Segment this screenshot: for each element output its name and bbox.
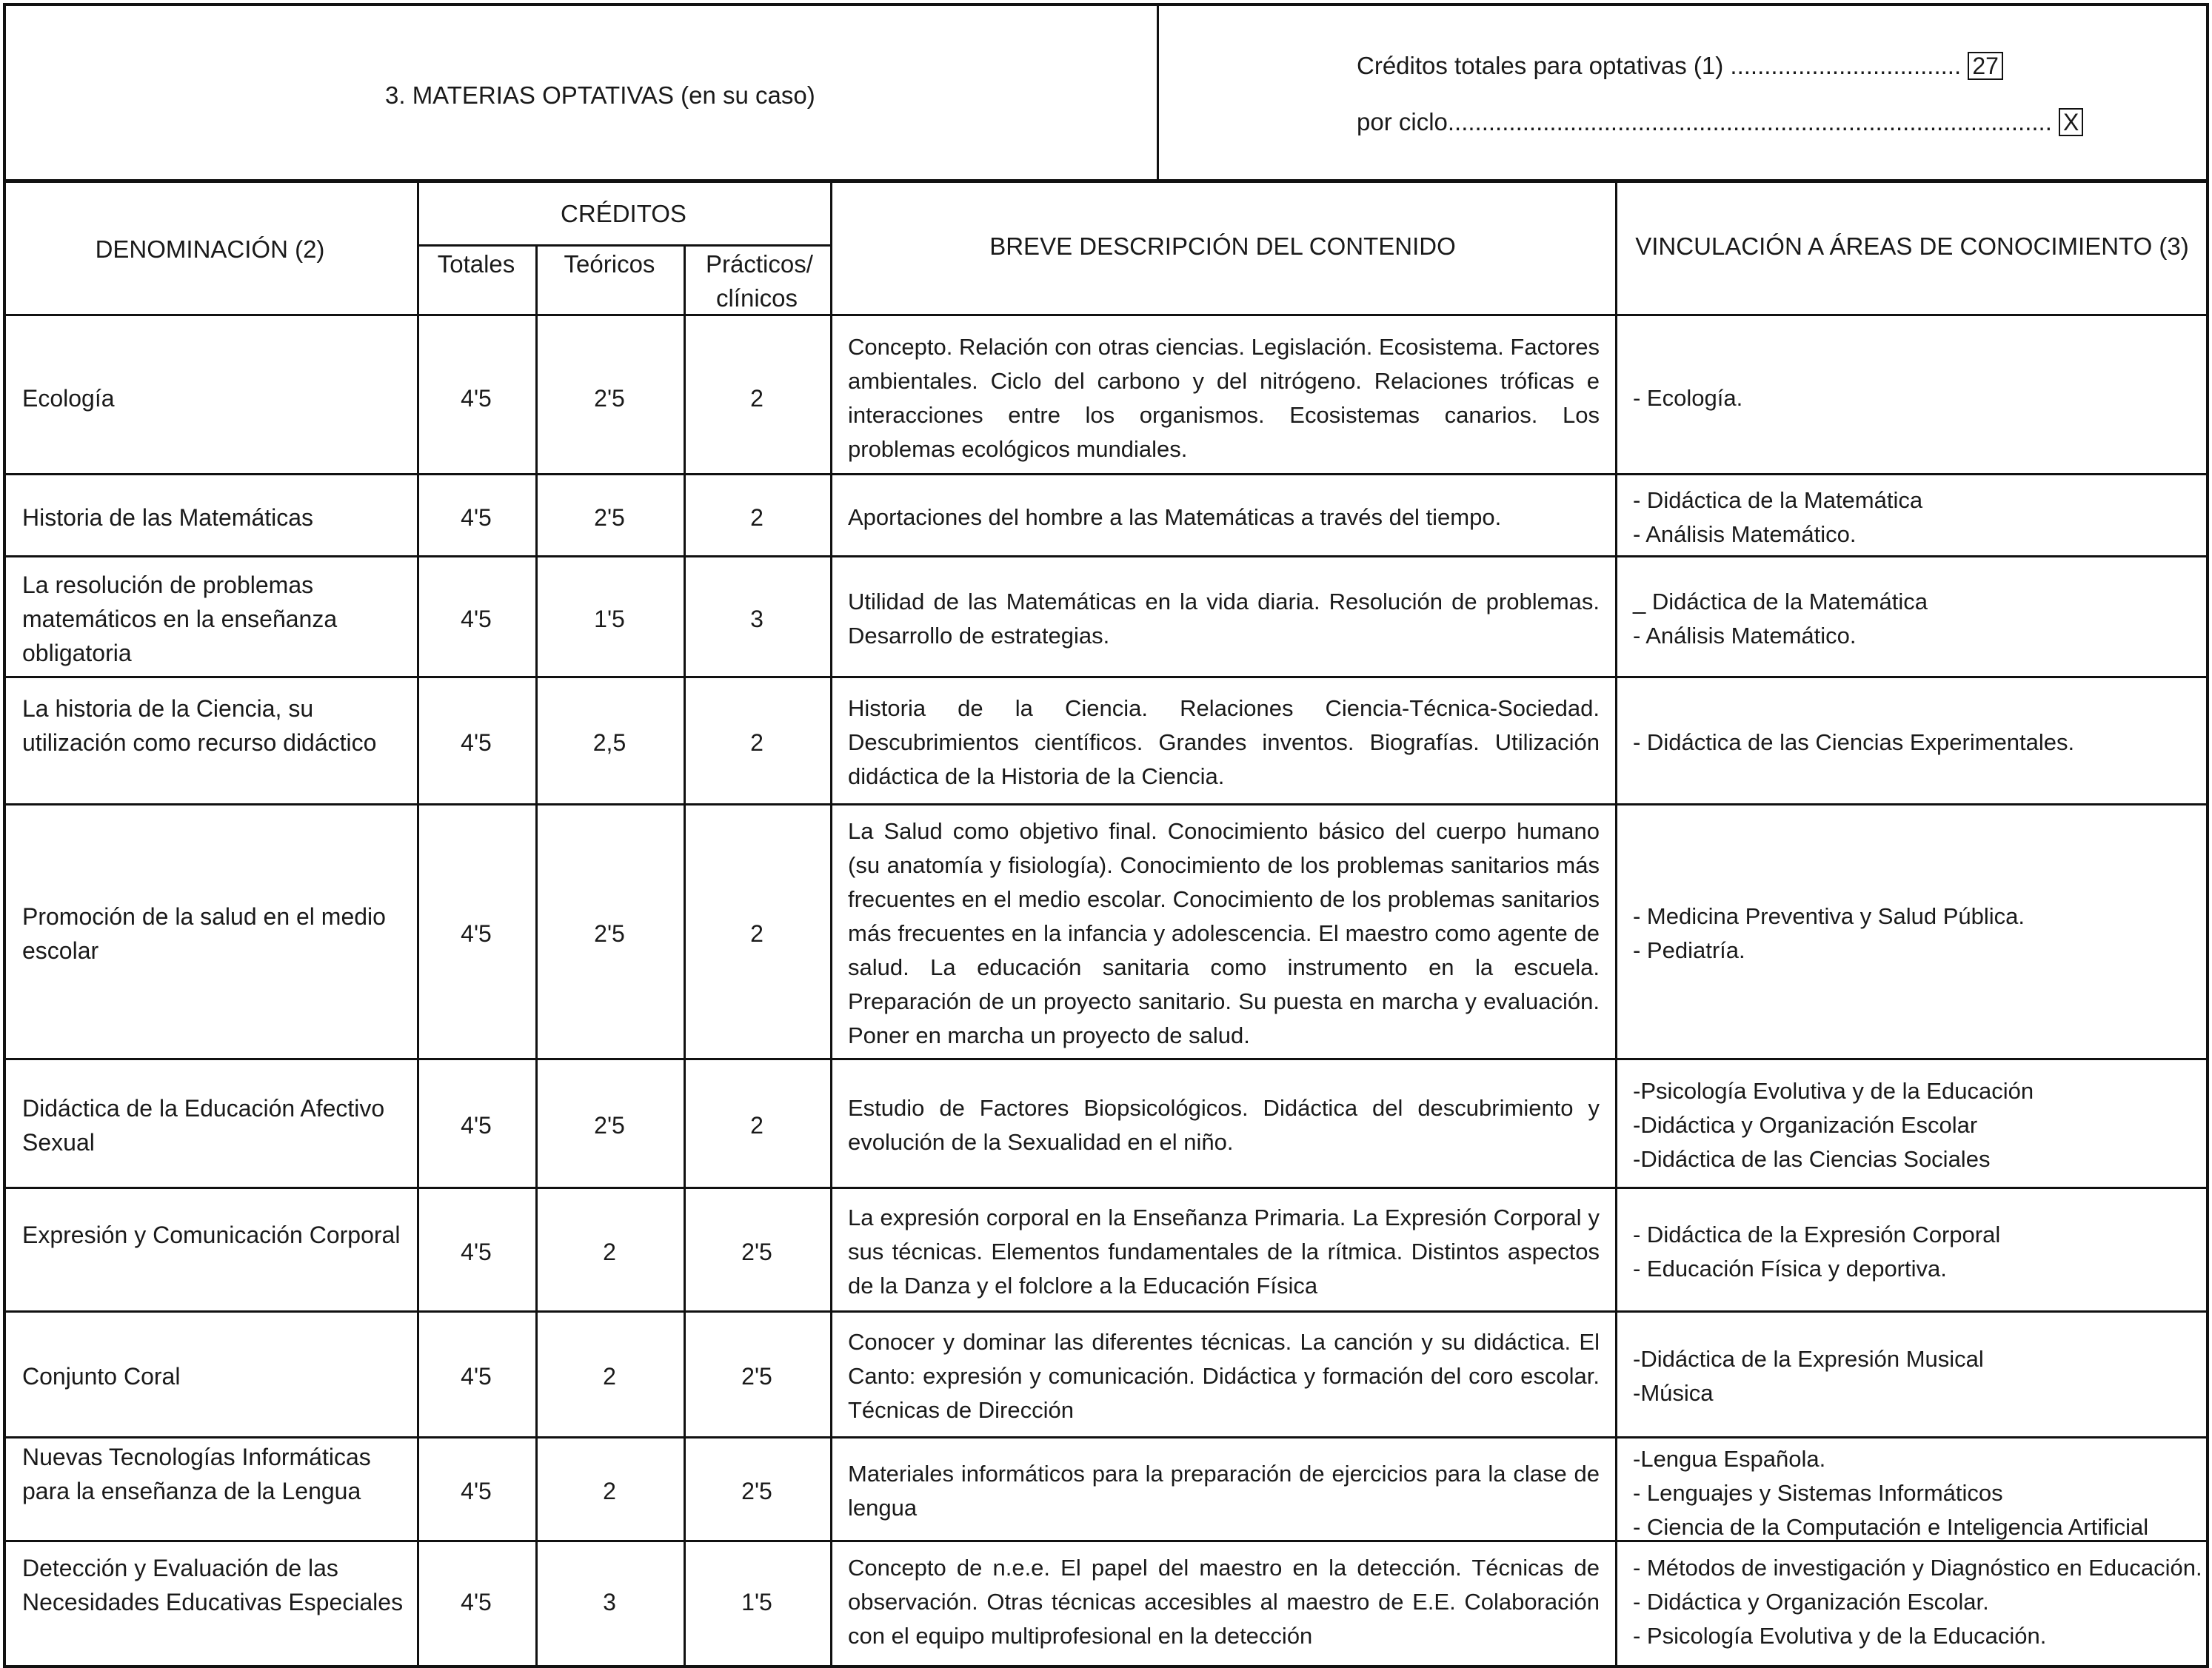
row-name: La resolución de problemas matemáticos en la enseñanza obligatoria bbox=[22, 571, 338, 666]
row-separator bbox=[3, 1058, 2209, 1060]
row-credits-theory: 2 bbox=[603, 1238, 616, 1265]
row-area-item: - Ecología. bbox=[1633, 384, 1743, 411]
row-separator bbox=[3, 676, 2209, 678]
row-credits-practice: 2 bbox=[750, 384, 763, 412]
row-credits-total: 4'5 bbox=[461, 1363, 492, 1390]
row-area-item: - Psicología Evolutiva y de la Educación. bbox=[1633, 1622, 2047, 1649]
row-credits-theory: 1'5 bbox=[594, 605, 625, 632]
row-credits-practice: 2 bbox=[750, 1112, 763, 1139]
col-header-practicos: Prácticos/ clínicos bbox=[706, 250, 813, 312]
row-separator bbox=[3, 1187, 2209, 1189]
row-credits-theory: 2,5 bbox=[592, 729, 626, 756]
row-description: Materiales informáticos para la preparación de ejercicios para la clase de lengua bbox=[848, 1461, 1600, 1521]
row-description: Concepto. Relación con otras ciencias. Legislación. Ecosistema. Factores ambientales. Ciclo del carbono y del nitrógeno. Relaciones tróficas e interacciones entre los organismos. Ecosistemas canarios. Los problemas ecológicos mundiales. bbox=[848, 333, 1600, 462]
row-name: Conjunto Coral bbox=[22, 1363, 181, 1390]
row-credits-theory: 2'5 bbox=[594, 384, 625, 412]
row-description: Conocer y dominar las diferentes técnicas. La canción y su didáctica. El Canto: expresión y comunicación. Didáctica y formación del coro escolar. Técnicas de Dirección bbox=[848, 1329, 1600, 1423]
per-cycle-label bbox=[1357, 105, 2083, 139]
row-separator bbox=[3, 1310, 2209, 1313]
row-name: Historia de las Matemáticas bbox=[22, 503, 314, 531]
col-sep-3 bbox=[684, 244, 686, 1668]
row-credits-theory: 2'5 bbox=[594, 920, 625, 947]
row-credits-total: 4'5 bbox=[461, 503, 492, 531]
per-cycle-text: por ciclo......................................................................................... bbox=[1357, 108, 2052, 135]
col-header-denominacion: DENOMINACIÓN (2) bbox=[95, 235, 325, 263]
credits-total-label bbox=[1357, 49, 2003, 83]
col-header-teoricos: Teóricos bbox=[564, 250, 655, 278]
row-area-item: -Didáctica de las Ciencias Sociales bbox=[1633, 1146, 1991, 1172]
row-name: Promoción de la salud en el medio escolar bbox=[22, 903, 386, 964]
row-area-item: - Análisis Matemático. bbox=[1633, 520, 1857, 547]
row-separator bbox=[3, 473, 2209, 475]
row-credits-total: 4'5 bbox=[461, 1478, 492, 1504]
row-credits-practice: 3 bbox=[750, 605, 763, 632]
row-area-item: -Lengua Española. bbox=[1633, 1446, 1826, 1472]
row-description: Historia de la Ciencia. Relaciones Ciencia-Técnica-Sociedad. Descubrimientos científicos. Grandes inventos. Biografías. Utilización didáctica de la Historia de la Ciencia. bbox=[848, 695, 1600, 789]
row-credits-practice: 2'5 bbox=[741, 1363, 772, 1390]
header-frame bbox=[3, 3, 2209, 182]
row-separator bbox=[3, 1436, 2209, 1438]
row-name: Detección y Evaluación de las Necesidades Educativas Especiales bbox=[22, 1554, 404, 1615]
row-credits-practice: 1'5 bbox=[741, 1588, 772, 1615]
row-description: Aportaciones del hombre a las Matemáticas a través del tiempo. bbox=[848, 503, 1502, 530]
row-credits-theory: 2 bbox=[603, 1363, 616, 1390]
row-area-item: _ Didáctica de la Matemática bbox=[1633, 588, 1928, 614]
row-credits-theory: 2'5 bbox=[594, 503, 625, 531]
row-name: Expresión y Comunicación Corporal bbox=[22, 1221, 401, 1248]
row-credits-total: 4'5 bbox=[461, 729, 492, 756]
credits-total-text: Créditos totales para optativas (1) .................................. bbox=[1357, 52, 1962, 79]
row-area-item: -Música bbox=[1633, 1380, 1714, 1406]
col-header-creditos: CRÉDITOS bbox=[561, 200, 686, 227]
col-sep-5 bbox=[1615, 181, 1617, 1668]
row-credits-practice: 2 bbox=[750, 729, 763, 756]
row-credits-practice: 2'5 bbox=[741, 1238, 772, 1265]
col-header-vinculacion: VINCULACIÓN A ÁREAS DE CONOCIMIENTO (3) bbox=[1635, 232, 2189, 260]
credits-total-value: 27 bbox=[1968, 52, 2003, 80]
row-credits-total: 4'5 bbox=[461, 384, 492, 412]
row-credits-total: 4'5 bbox=[461, 1588, 492, 1615]
row-area-item: - Didáctica de la Expresión Corporal bbox=[1633, 1221, 2001, 1247]
col-sep-2 bbox=[535, 244, 538, 1668]
row-name: Nuevas Tecnologías Informáticas para la enseñanza de la Lengua bbox=[22, 1444, 371, 1504]
row-name: Ecología bbox=[22, 384, 115, 412]
col-header-totales: Totales bbox=[437, 250, 515, 278]
row-credits-total: 4'5 bbox=[461, 1238, 492, 1265]
col-header-descripcion: BREVE DESCRIPCIÓN DEL CONTENIDO bbox=[989, 232, 1456, 260]
header-divider bbox=[1157, 3, 1159, 182]
row-description: La Salud como objetivo final. Conocimiento básico del cuerpo humano (su anatomía y fisiología). Conocimiento de los problemas sanitarios más frecuentes en el medio escolar. Conocimiento de los problemas sanitarios más frecuentes en la infancia y adolescencia. El maestro como agente de salud. La educación sanitaria como instrumento en la escuela. Preparación de un proyecto sanitario. Su puesta en marcha y evaluación. Poner en marcha un proyecto de salud. bbox=[848, 818, 1600, 1048]
row-area-item: - Lenguajes y Sistemas Informáticos bbox=[1633, 1480, 2003, 1506]
row-description: Estudio de Factores Biopsicológicos. Didáctica del descubrimiento y evolución de la Sexualidad en el niño. bbox=[848, 1095, 1600, 1155]
row-area-item: - Medicina Preventiva y Salud Pública. bbox=[1633, 903, 2025, 929]
row-area-item: - Análisis Matemático. bbox=[1633, 622, 1857, 649]
row-credits-practice: 2 bbox=[750, 920, 763, 947]
table-header-bottom bbox=[3, 314, 2209, 316]
row-credits-theory: 3 bbox=[603, 1588, 616, 1615]
row-description: Utilidad de las Matemáticas en la vida diaria. Resolución de problemas. Desarrollo de estrategias. bbox=[848, 588, 1600, 649]
row-credits-theory: 2'5 bbox=[594, 1112, 625, 1139]
row-description: La expresión corporal en la Enseñanza Primaria. La Expresión Corporal y sus técnicas. Elementos fundamentales de la rítmica. Distintos aspectos de la Danza y el folclore a la Educación Física bbox=[848, 1204, 1600, 1299]
row-area-item: - Educación Física y deportiva. bbox=[1633, 1255, 1947, 1282]
per-cycle-value: X bbox=[2059, 108, 2083, 136]
row-name: Didáctica de la Educación Afectivo Sexual bbox=[22, 1095, 385, 1156]
row-area-item: - Métodos de investigación y Diagnóstico en Educación. bbox=[1633, 1554, 2202, 1581]
row-area-item: -Didáctica de la Expresión Musical bbox=[1633, 1346, 1984, 1372]
row-area-item: -Didáctica y Organización Escolar bbox=[1633, 1112, 1978, 1138]
row-credits-total: 4'5 bbox=[461, 1112, 492, 1139]
credits-subheader-line bbox=[417, 244, 830, 247]
section-title: 3. MATERIAS OPTATIVAS (en su caso) bbox=[385, 81, 815, 109]
row-credits-total: 4'5 bbox=[461, 920, 492, 947]
row-separator bbox=[3, 1540, 2209, 1542]
col-sep-4 bbox=[830, 181, 832, 1668]
row-credits-theory: 2 bbox=[603, 1478, 616, 1504]
row-credits-total: 4'5 bbox=[461, 605, 492, 632]
row-area-item: - Didáctica y Organización Escolar. bbox=[1633, 1588, 1989, 1615]
row-area-item: - Ciencia de la Computación e Inteligencia Artificial bbox=[1633, 1514, 2149, 1540]
row-area-item: - Didáctica de las Ciencias Experimentales. bbox=[1633, 729, 2075, 755]
row-credits-practice: 2 bbox=[750, 503, 763, 531]
row-description: Concepto de n.e.e. El papel del maestro en la detección. Técnicas de observación. Otras técnicas accesibles al maestro de E.E. Colaboración con el equipo multiprofesional en la detección bbox=[848, 1554, 1600, 1649]
row-area-item: - Didáctica de la Matemática bbox=[1633, 486, 1923, 513]
row-credits-practice: 2'5 bbox=[741, 1478, 772, 1504]
row-area-item: - Pediatría. bbox=[1633, 937, 1745, 963]
row-name: La historia de la Ciencia, su utilización como recurso didáctico bbox=[22, 695, 377, 756]
row-separator bbox=[3, 555, 2209, 557]
row-area-item: -Psicología Evolutiva y de la Educación bbox=[1633, 1078, 2034, 1104]
row-separator bbox=[3, 803, 2209, 805]
